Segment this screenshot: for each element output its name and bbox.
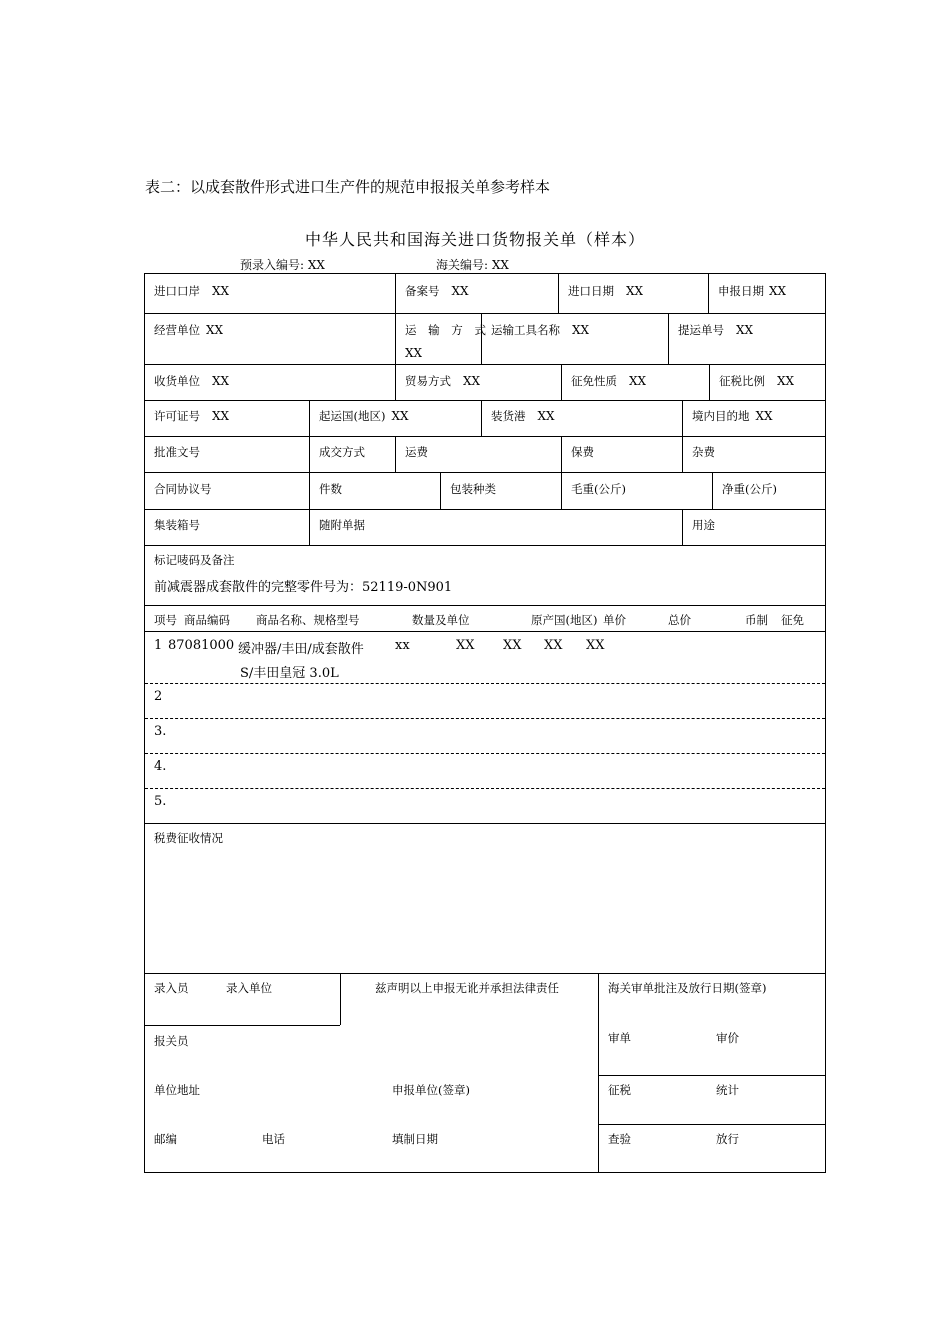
levy-ratio-field: 征税比例 XX xyxy=(719,374,795,388)
document-review-label: 审单 xyxy=(608,1031,631,1045)
import-date-field: 进口日期 XX xyxy=(568,284,644,298)
goods-row-no: 2 xyxy=(154,689,163,704)
goods-row-total: XX xyxy=(544,638,563,653)
contract-number-label: 合同协议号 xyxy=(154,482,212,496)
goods-header-levy: 征免 xyxy=(781,613,804,627)
goods-row-name-spec: S/丰田皇冠 3.0L xyxy=(240,666,339,681)
tax-label: 征税 xyxy=(608,1083,631,1097)
deal-mode-label: 成交方式 xyxy=(319,445,365,459)
goods-header-name: 商品名称、规格型号 xyxy=(256,613,360,627)
transport-name-field: 运输工具名称 XX xyxy=(491,323,590,337)
approval-number-label: 批准文号 xyxy=(154,445,200,459)
goods-header-origin: 原产国(地区) xyxy=(531,613,598,627)
consignee-field: 收货单位 XX xyxy=(154,374,230,388)
statistics-label: 统计 xyxy=(716,1083,739,1097)
goods-row-name: 缓冲器/丰田/成套散件 xyxy=(238,642,364,657)
declare-unit-label: 申报单位(签章) xyxy=(392,1083,470,1097)
goods-row-currency: XX xyxy=(586,638,605,653)
form-title: 中华人民共和国海关进口货物报关单（样本） xyxy=(304,230,645,249)
documents-label: 随附单据 xyxy=(319,518,365,532)
package-type-label: 包装种类 xyxy=(450,482,496,496)
goods-row-origin: XX xyxy=(456,638,475,653)
record-number-field: 备案号 XX xyxy=(405,284,469,298)
license-field: 许可证号 XX xyxy=(154,409,230,423)
container-number-label: 集装箱号 xyxy=(154,518,200,532)
customs-approval-label: 海关审单批注及放行日期(签章) xyxy=(608,981,767,995)
declaration-statement: 兹声明以上申报无讹并承担法律责任 xyxy=(375,981,559,995)
goods-row-no: 1 xyxy=(154,638,163,653)
declarant-label: 报关员 xyxy=(154,1034,189,1048)
loading-port-field: 装货港 XX xyxy=(491,409,555,423)
bill-number-field: 提运单号 XX xyxy=(678,323,754,337)
pre-entry-number: 预录入编号: XX xyxy=(240,258,325,272)
goods-header-qty: 数量及单位 xyxy=(412,613,470,627)
declare-date-field: 申报日期 XX xyxy=(718,284,787,298)
price-review-label: 审价 xyxy=(716,1031,739,1045)
transport-mode-value: XX xyxy=(405,346,423,360)
postcode-label: 邮编 xyxy=(154,1132,177,1146)
phone-label: 电话 xyxy=(262,1132,285,1146)
misc-fee-label: 杂费 xyxy=(692,445,715,459)
tax-collection-label: 税费征收情况 xyxy=(154,831,223,845)
goods-header-code: 商品编码 xyxy=(184,613,230,627)
fill-date-label: 填制日期 xyxy=(392,1132,438,1146)
release-label: 放行 xyxy=(716,1132,739,1146)
unit-address-label: 单位地址 xyxy=(154,1083,200,1097)
transport-mode-label: 运 输 方 式 xyxy=(405,323,490,337)
pieces-label: 件数 xyxy=(319,482,342,496)
inspection-label: 查验 xyxy=(608,1132,631,1146)
levy-nature-field: 征免性质 XX xyxy=(571,374,647,388)
declaration-form xyxy=(144,273,826,1173)
goods-row-unit-price: XX xyxy=(503,638,522,653)
usage-label: 用途 xyxy=(692,518,715,532)
entry-clerk-label: 录入员 xyxy=(154,981,189,995)
net-weight-label: 净重(公斤) xyxy=(722,482,777,496)
freight-label: 运费 xyxy=(405,445,428,459)
destination-field: 境内目的地 XX xyxy=(692,409,773,423)
goods-row-no: 3. xyxy=(154,724,167,739)
marks-label: 标记唛码及备注 xyxy=(154,553,235,567)
document-caption: 表二：以成套散件形式进口生产件的规范申报报关单参考样本 xyxy=(145,178,551,196)
operator-field: 经营单位 XX xyxy=(154,323,224,337)
marks-value: 前减震器成套散件的完整零件号为：52119-0N901 xyxy=(154,580,453,595)
import-port-field: 进口口岸 XX xyxy=(154,284,230,298)
gross-weight-label: 毛重(公斤) xyxy=(571,482,626,496)
insurance-label: 保费 xyxy=(571,445,594,459)
goods-row-no: 4. xyxy=(154,759,167,774)
origin-country-field: 起运国(地区) XX xyxy=(319,409,409,423)
goods-row-qty: xx xyxy=(395,638,410,653)
goods-header-item-no: 项号 xyxy=(154,613,177,627)
goods-row-code: 87081000 xyxy=(168,638,235,653)
goods-row-no: 5. xyxy=(154,794,167,809)
goods-header-currency: 币制 xyxy=(745,613,768,627)
customs-number: 海关编号: XX xyxy=(436,258,509,272)
goods-header-unit-price: 单价 xyxy=(603,613,626,627)
entry-unit-label: 录入单位 xyxy=(226,981,272,995)
goods-header-total: 总价 xyxy=(668,613,691,627)
trade-mode-field: 贸易方式 XX xyxy=(405,374,481,388)
